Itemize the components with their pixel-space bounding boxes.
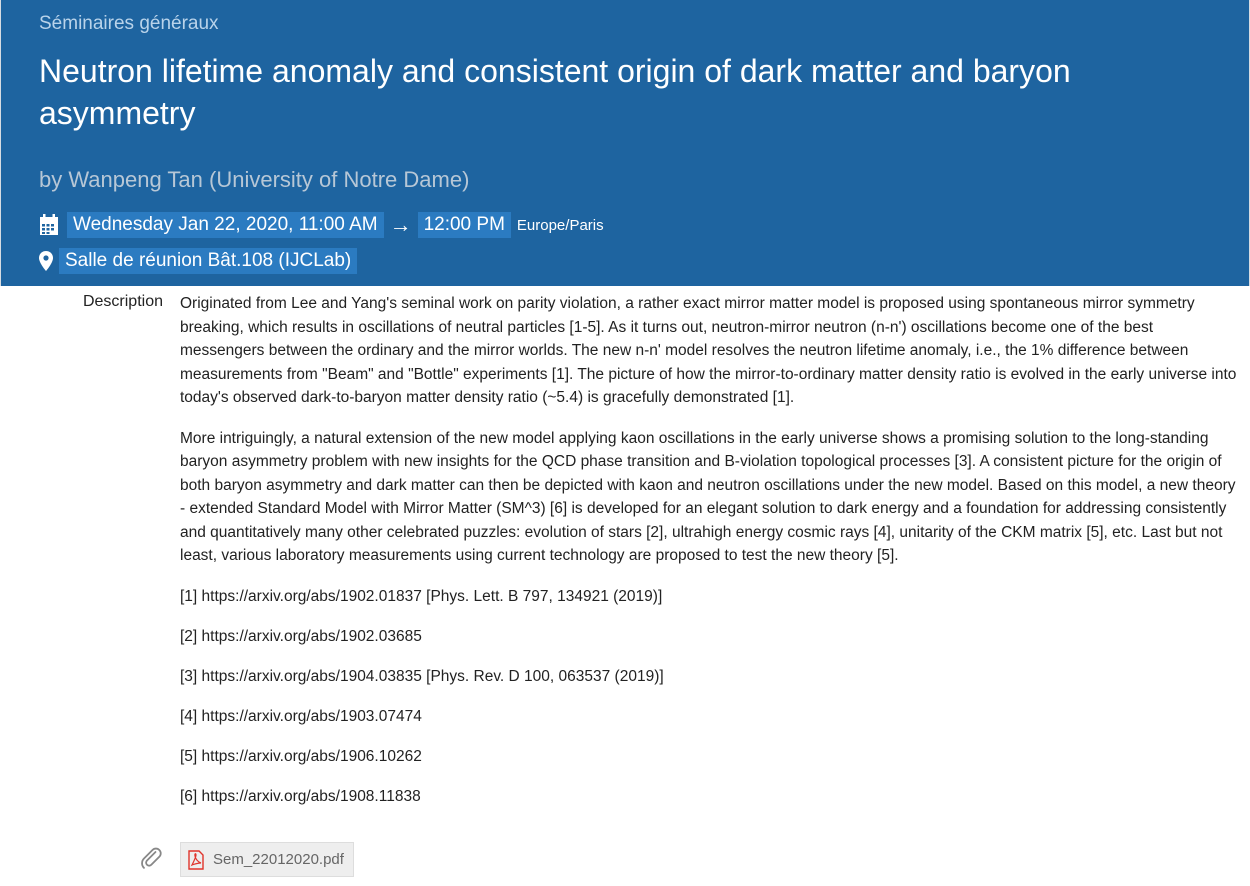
paperclip-icon [139, 846, 163, 875]
reference-item: [1] https://arxiv.org/abs/1902.01837 [Phys. Lett. B 797, 134921 (2019)] [180, 587, 663, 605]
event-title: Neutron lifetime anomaly and consistent origin of dark matter and baryon asymmetry [39, 53, 1071, 131]
event-header [0, 0, 1250, 286]
date-arrow: → [389, 212, 412, 237]
map-pin-icon [39, 251, 53, 271]
event-category[interactable]: Séminaires généraux [39, 13, 219, 34]
pdf-icon [187, 850, 205, 870]
event-location-row [39, 247, 357, 275]
description-paragraph: Originated from Lee and Yang's seminal work on parity violation, a rather exact mirror matter model is proposed using spontaneous mirror symmetry breaking, which results in oscillations of neutral particles [1-5]. As it turns out, neutron-mirror neutron (n-n') oscillations become one of the best messengers between the ordinary and the mirror worlds. The new n-n' model resolves the neutron lifetime anomaly, i.e., the 1% difference between measurements from "Beam" and "Bottle" experiments [1]. The picture of how the mirror-to-ordinary matter density ratio is evolved in the early universe into today's observed dark-to-baryon matter density ratio (~5.4) is gracefully demonstrated [1]. [180, 295, 1237, 406]
event-location[interactable]: Salle de réunion Bât.108 (IJCLab) [59, 248, 357, 274]
reference-item: [6] https://arxiv.org/abs/1908.11838 [180, 787, 421, 805]
event-start-datetime: Wednesday Jan 22, 2020, 11:00 AM [67, 212, 384, 238]
reference-item: [4] https://arxiv.org/abs/1903.07474 [180, 707, 422, 725]
description-label: Description [82, 293, 163, 310]
attachment-file[interactable] [180, 842, 354, 877]
reference-list [180, 585, 1238, 825]
description-paragraph: More intriguingly, a natural extension of the new model applying kaon oscillations in the early universe shows a promising solution to the long-standing baryon asymmetry problem with new insights for the QCD phase transition and B-violation topological processes [3]. A consistent picture for the origin of both baryon asymmetry and dark matter can then be depicted with kaon and neutron oscillations under the new model. Based on this model, a new theory - extended Standard Model with Mirror Matter (SM^3) [6] is developed for an elegant solution to dark energy and a foundation for addressing consistently and quantitatively many other celebrated puzzles: evolution of stars [2], ultrahigh energy cosmic rays [4], unitarity of the CKM matrix [5], etc. Last but not least, various laboratory measurements using current technology are proposed to test the new theory [5]. [180, 429, 1236, 564]
reference-item: [2] https://arxiv.org/abs/1902.03685 [180, 627, 422, 645]
event-speaker: by Wanpeng Tan (University of Notre Dame) [39, 167, 470, 192]
reference-item: [3] https://arxiv.org/abs/1904.03835 [Phys. Rev. D 100, 063537 (2019)] [180, 667, 664, 685]
calendar-icon [39, 214, 59, 236]
reference-item: [5] https://arxiv.org/abs/1906.10262 [180, 747, 422, 765]
description-content [180, 292, 1238, 825]
event-end-time: 12:00 PM [418, 212, 511, 238]
attachment-file-name[interactable]: Sem_22012020.pdf [213, 851, 344, 868]
event-timezone: Europe/Paris [516, 216, 604, 234]
event-date-row [39, 211, 604, 239]
